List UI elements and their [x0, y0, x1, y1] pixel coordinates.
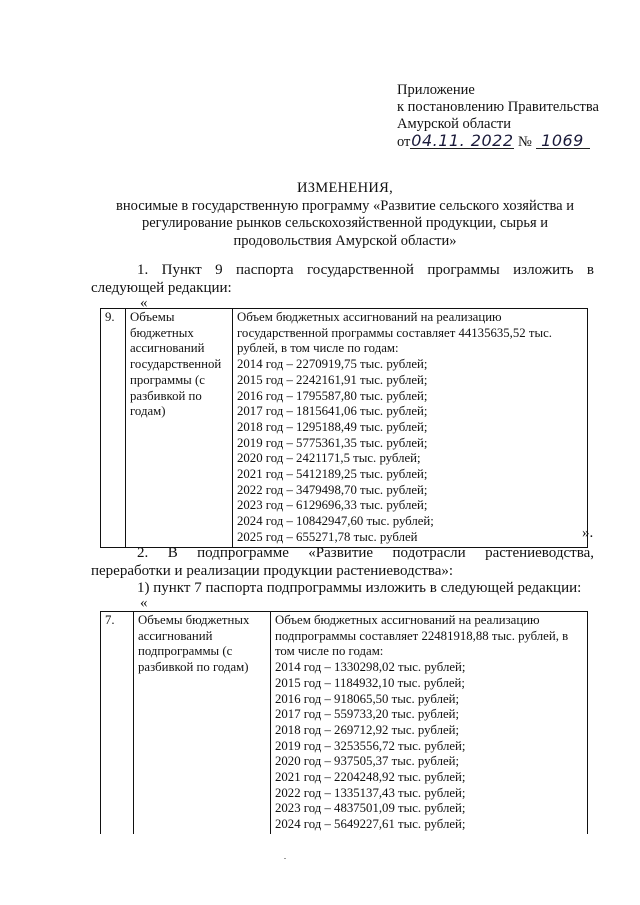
- funding-year-row: 2021 год – 2204248,92 тыс. рублей;: [275, 770, 466, 785]
- section-2-paragraph: 2. В подпрограмме «Развитие подотрасли растениеводства, переработки и реализации продукции растениеводства»:: [91, 545, 594, 579]
- funding-year-row: 2022 год – 3479498,70 тыс. рублей;: [237, 482, 428, 497]
- funding-year-row: 2018 год – 269712,92 тыс. рублей;: [275, 722, 460, 737]
- appendix-header: [397, 82, 599, 151]
- funding-year-row: 2024 год – 5649227,61 тыс. рублей;: [275, 817, 466, 832]
- funding-year-row: 2023 год – 4837501,09 тыс. рублей;: [275, 801, 466, 816]
- funding-year-row: 2019 год – 3253556,72 тыс. рублей;: [275, 738, 466, 753]
- table-row: [101, 612, 588, 834]
- scan-speck: [284, 858, 286, 859]
- section-2-subparagraph: 1) пункт 7 паспорта подпрограммы изложить в следующей редакции:: [137, 580, 582, 596]
- funding-year-row: 2017 год – 1815641,06 тыс. рублей;: [237, 404, 428, 419]
- funding-year-row: 2022 год – 1335137,43 тыс. рублей;: [275, 785, 466, 800]
- funding-intro: Объем бюджетных ассигнований на реализацию государственной программы составляет 44135635,52 тыс. рублей, в том числе по годам:: [237, 310, 552, 356]
- funding-year-row: 2015 год – 2242161,91 тыс. рублей;: [237, 372, 428, 387]
- funding-year-row: 2023 год – 6129696,33 тыс. рублей;: [237, 498, 428, 513]
- funding-year-row: 2014 год – 1330298,02 тыс. рублей;: [275, 660, 466, 675]
- funding-year-row: 2016 год – 918065,50 тыс. рублей;: [275, 691, 460, 706]
- appendix-line-3: Амурской области: [397, 116, 511, 132]
- number-prefix: №: [518, 134, 532, 150]
- table-cell-label: Объемы бюджетных ассигнований государственной программы (с разбивкой по годам): [126, 309, 233, 548]
- funding-year-row: 2020 год – 937505,37 тыс. рублей;: [275, 754, 460, 769]
- funding-year-row: 2024 год – 10842947,60 тыс. рублей;: [237, 514, 434, 529]
- section-1-open-quote: «: [140, 295, 148, 311]
- appendix-line-2: к постановлению Правительства: [397, 99, 599, 115]
- table-cell-number: 9.: [101, 309, 126, 548]
- appendix-title: Приложение: [397, 82, 475, 98]
- table-cell-number: 7.: [101, 612, 134, 834]
- table-cell-label: Объемы бюджетных ассигнований подпрограммы (с разбивкой по годам): [134, 612, 271, 834]
- program-funding-table: [100, 308, 588, 548]
- table-cell-content: [233, 309, 588, 548]
- section-2-open-quote: «: [140, 595, 148, 611]
- table-cell-content: [271, 612, 588, 834]
- funding-intro: Объем бюджетных ассигнований на реализацию подпрограммы составляет 22481918,88 тыс. рублей, в том числе по годам:: [275, 613, 569, 659]
- heading-subtitle-3: продовольствия Амурской области»: [233, 232, 457, 249]
- funding-year-row: 2015 год – 1184932,10 тыс. рублей;: [275, 675, 465, 690]
- section-1-close-quote: ».: [582, 525, 594, 541]
- document-heading: [100, 180, 590, 250]
- handwritten-number: 1069: [536, 133, 590, 149]
- heading-subtitle-2: регулирование рынков сельскохозяйственной продукции, сырья и: [141, 215, 549, 231]
- funding-year-row: 2019 год – 5775361,35 тыс. рублей;: [237, 435, 428, 450]
- funding-year-row: 2025 год – 655271,78 тыс. рублей: [237, 529, 418, 544]
- table-row: [101, 309, 588, 548]
- heading-title: ИЗМЕНЕНИЯ,: [296, 180, 394, 196]
- subprogram-funding-table: [100, 611, 588, 834]
- handwritten-date: 04.11. 2022: [411, 131, 514, 150]
- funding-year-row: 2021 год – 5412189,25 тыс. рублей;: [237, 467, 428, 482]
- funding-year-row: 2020 год – 2421171,5 тыс. рублей;: [237, 451, 421, 466]
- funding-year-row: 2016 год – 1795587,80 тыс. рублей;: [237, 388, 428, 403]
- appendix-date-line: [397, 133, 599, 151]
- section-1-paragraph: 1. Пункт 9 паспорта государственной программы изложить в следующей редакции:: [91, 262, 594, 296]
- funding-year-row: 2014 год – 2270919,75 тыс. рублей;: [237, 357, 428, 372]
- heading-subtitle-1: вносимые в государственную программу «Развитие сельского хозяйства и: [116, 197, 574, 214]
- funding-year-row: 2018 год – 1295188,49 тыс. рублей;: [237, 419, 428, 434]
- date-prefix: от: [397, 134, 411, 150]
- funding-year-row: 2017 год – 559733,20 тыс. рублей;: [275, 707, 460, 722]
